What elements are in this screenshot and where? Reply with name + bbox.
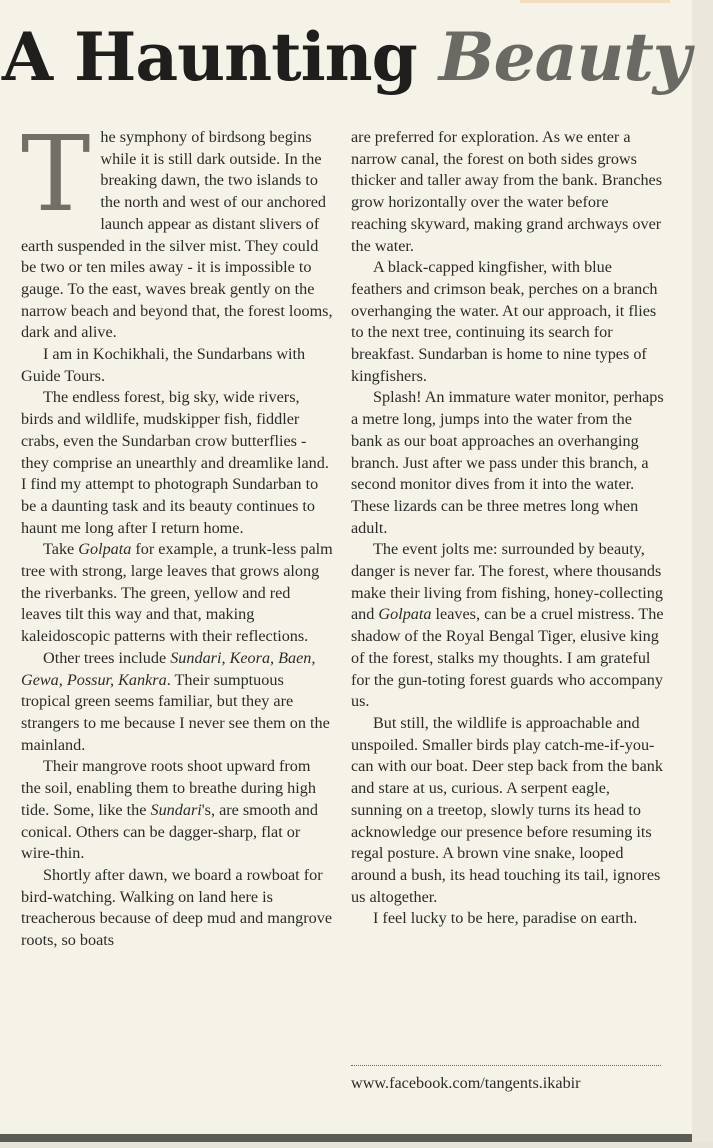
paragraph-1 <box>21 113 333 344</box>
article-headline <box>0 18 692 96</box>
paragraph-2: I am in Kochikhali, the Sundarbans with Guide Tours. <box>21 345 306 385</box>
paragraph-6: Their mangrove roots shoot upward from the soil, enabling them to breathe during high tide. Some, like the Sundari's, are smooth and conical. Others can be dagger-sharp, flat or wire-thin. <box>21 757 318 863</box>
italic-golpata: Golpata <box>78 540 132 559</box>
bottom-bar <box>0 1134 692 1142</box>
headline-part1: A Haunting <box>1 18 417 96</box>
paragraph-13: I feel lucky to be here, paradise on earth. <box>373 909 638 928</box>
facebook-link[interactable]: www.facebook.com/tangents.ikabir <box>351 1074 581 1092</box>
paragraph-11: The event jolts me: surrounded by beauty, danger is never far. The forest, where thousands make their living from fishing, honey-collecting and Golpata leaves, can be a cruel mistress. The shadow of the Royal Bengal Tiger, elusive king of the forest, stalks my thoughts. I am grateful for the gun-toting forest guards who accompany us. <box>351 540 664 711</box>
paragraph-1-text: he symphony of birdsong begins while it is still dark outside. In the breaking dawn, the two islands to the north and west of our anchored launch appear as distant slivers of earth suspended in the silver mist. They could be two or ten miles away - it is impossible to gauge. To the east, waves break gently on the narrow beach and beyond that, the forest looms, dark and alive. <box>21 128 333 342</box>
paragraph-7: Shortly after dawn, we board a rowboat for bird-watching. Walking on land here is treacherous because of deep mud and mangrove roots, so boats <box>21 865 333 950</box>
article-column-2 <box>351 127 664 930</box>
article-column-1 <box>21 113 333 952</box>
paragraph-4: Take Golpata for example, a trunk-less palm tree with strong, large leaves that grows along the riverbanks. The green, yellow and red leaves tilt this way and that, making kaleidoscopic patterns with their reflections. <box>21 540 333 646</box>
drop-cap: T <box>21 113 91 235</box>
italic-sundari: Sundari <box>150 800 202 819</box>
paragraph-9: A black-capped kingfisher, with blue feathers and crimson beak, perches on a branch overhanging the water. At our approach, it flies to the next tree, continuing its search for breakfast. Sundarban is home to nine types of kingfishers. <box>351 258 658 385</box>
bottom-margin <box>0 1142 713 1148</box>
italic-golpata-2: Golpata <box>378 605 432 624</box>
paragraph-10: Splash! An immature water monitor, perhaps a metre long, jumps into the water from the bank as our boat approaches an overhanging branch. Just after we pass under this branch, a second monitor dives from it into the water. These lizards can be three metres long when adult. <box>351 388 664 537</box>
page-edge-strip <box>692 0 713 1148</box>
paragraph-5: Other trees include Sundari, Keora, Baen, Gewa, Possur, Kankra. Their sumptuous tropical green seems familiar, but they are strangers to me because I never see them on the mainland. <box>21 648 330 754</box>
paragraph-8: are preferred for exploration. As we enter a narrow canal, the forest on both sides grows thicker and taller away from the bank. Branches grow horizontally over the water before reaching skyward, making grand archways over the water. <box>351 128 663 255</box>
footer-divider <box>351 1065 661 1066</box>
paragraph-3: The endless forest, big sky, wide rivers, birds and wildlife, mudskipper fish, fiddler crabs, even the Sundarban crow butterflies - they comprise an unearthly and dreamlike land. I find my attempt to photograph Sundarban to be a daunting task and its beauty continues to haunt me long after I return home. <box>21 388 329 537</box>
top-color-mark <box>520 0 670 3</box>
paragraph-12: But still, the wildlife is approachable and unspoiled. Smaller birds play catch-me-if-you-can with our boat. Deer step back from the bank and stare at us, curious. A serpent eagle, sunning on a treetop, slowly turns its head to acknowledge our presence before resuming its regal posture. A brown vine snake, looped around a bush, its head touching its tail, ignores us altogether. <box>351 713 663 906</box>
headline-part2: Beauty <box>438 18 691 96</box>
italic-tree-names: Sundari, Keora, Baen, Gewa, Possur, Kankra <box>21 648 316 689</box>
